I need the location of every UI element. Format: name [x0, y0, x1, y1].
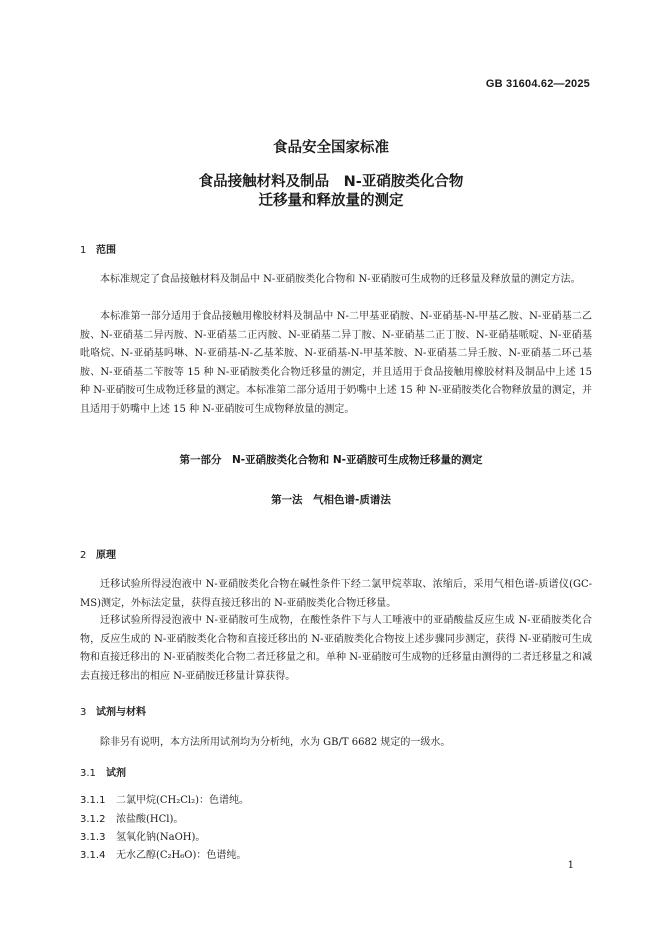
- reagent-number: 3.1.3: [80, 832, 106, 843]
- reagent-number: 3.1.4: [80, 850, 106, 861]
- reagent-text: 浓盐酸(HCl)。: [116, 814, 184, 825]
- reagents-intro-paragraph: 除非另有说明，本方法所用试剂均为分析纯，水为 GB/T 6682 规定的一级水。: [100, 737, 451, 748]
- reagent-number: 3.1.2: [80, 814, 106, 825]
- section-number: 1: [80, 245, 87, 256]
- section-title: 原理: [96, 550, 116, 561]
- method-1-title: 第一法 气相色谱-质谱法: [271, 494, 391, 506]
- section-title: 试剂: [106, 768, 126, 779]
- scope-paragraph-2: 本标准第一部分适用于食品接触用橡胶材料及制品中 N-二甲基亚硝胺、N-亚硝基-N-甲基乙胺、N-亚硝基二乙胺、N-亚硝基二异丙胺、N-亚硝基二正丙胺、N-亚硝基二异丁胺、N-亚硝基二正丁胺、N-亚硝基哌啶、N-亚硝基吡咯烷、N-亚硝基吗啉、N-亚硝基-N-乙基苯胺、N-亚硝基-N-甲基苯胺、N-亚硝基二异壬胺、N-亚硝基二环己基胺、N-亚硝基二苄胺等 15 种 N-亚硝胺类化合物迁移量的测定，并且适用于食品接触用橡胶材料及制品中上述 15 种 N-亚硝胺可生成物迁移量的测定。本标准第二部分适用于奶嘴中上述 15 种 N-亚硝胺类化合物释放量的测定，并且适用于奶嘴中上述 15 种 N-亚硝胺可生成物释放量的测定。: [80, 311, 592, 415]
- reagent-text: 氢氧化钠(NaOH)。: [116, 832, 206, 843]
- document-title-line-2: 迁移量和释放量的测定: [258, 193, 404, 209]
- reagent-item: [80, 846, 246, 861]
- section-3-heading: [80, 703, 146, 718]
- scope-paragraph-1: 本标准规定了食品接触材料及制品中 N-亚硝胺类化合物和 N-亚硝胺可生成物的迁移量及释放量的测定方法。: [100, 274, 581, 285]
- section-2-heading: [80, 546, 116, 561]
- reagent-item: [80, 791, 249, 806]
- reagent-number: 3.1.1: [80, 795, 106, 806]
- reagent-item: [80, 810, 183, 825]
- section-number: 3.1: [80, 768, 96, 779]
- section-title: 范围: [96, 245, 116, 256]
- section-1-heading: [80, 241, 116, 256]
- standard-number: GB 31604.62—2025: [485, 78, 590, 90]
- principle-paragraph-1: 迁移试验所得浸泡液中 N-亚硝胺类化合物在碱性条件下经二氯甲烷萃取、浓缩后，采用气相色谱-质谱仪(GC-MS)测定，外标法定量，获得直接迁移出的 N-亚硝胺类化合物迁移量。: [80, 579, 592, 609]
- document-title-line-1: 食品接触材料及制品 N-亚硝胺类化合物: [198, 174, 464, 190]
- reagent-item: [80, 828, 205, 843]
- section-number: 3: [80, 707, 87, 718]
- section-title: 试剂与材料: [96, 707, 146, 718]
- reagent-text: 无水乙醇(C₂H₆O)：色谱纯。: [116, 850, 247, 861]
- section-3-1-heading: [80, 764, 126, 779]
- page-number: 1: [567, 860, 574, 871]
- principle-paragraph-2: 迁移试验所得浸泡液中 N-亚硝胺可生成物，在酸性条件下与人工唾液中的亚硝酸盐反应生成 N-亚硝胺类化合物，反应生成的 N-亚硝胺类化合物和直接迁移出的 N-亚硝胺类化合物按上述步骤同步测定，获得 N-亚硝胺可生成物和直接迁移出的 N-亚硝胺类化合物二者迁移量之和。单种 N-亚硝胺可生成物的迁移量由测得的二者迁移量之和减去直接迁移出的相应 N-亚硝胺迁移量计算获得。: [80, 615, 592, 682]
- part-1-title: 第一部分 N-亚硝胺类化合物和 N-亚硝胺可生成物迁移量的测定: [179, 454, 483, 466]
- standard-type-title: 食品安全国家标准: [273, 140, 389, 156]
- reagent-text: 二氯甲烷(CH₂Cl₂)：色谱纯。: [116, 795, 250, 806]
- section-number: 2: [80, 550, 87, 561]
